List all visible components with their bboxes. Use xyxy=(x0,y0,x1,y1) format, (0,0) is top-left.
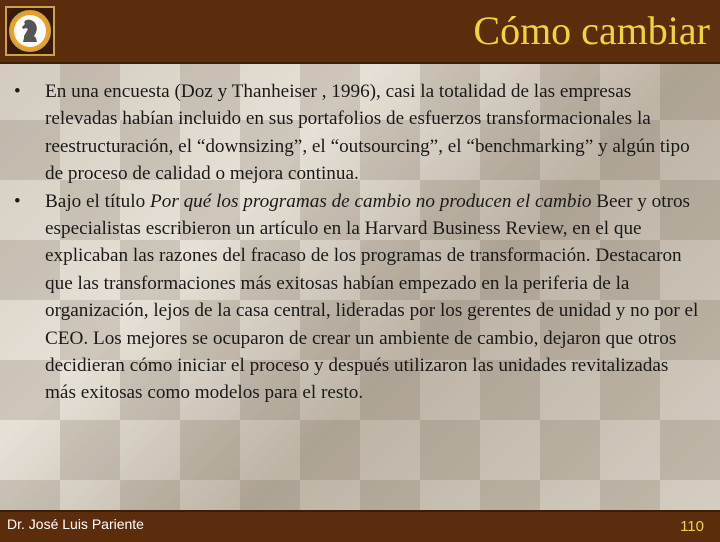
bullet-text: En una encuesta (Doz y Thanheiser , 1996), casi la totalidad de las empresas relevadas habían incluido en sus portafolios de esfuerzos transformacionales la reestructuración, el “downsizing”, el “outsourcing”, el “benchmarking” y algún tipo de proceso de calidad o mejora continua. xyxy=(45,81,690,185)
footer-author: Dr. José Luis Pariente xyxy=(7,516,144,532)
slide-title: Cómo cambiar xyxy=(473,8,710,53)
page-number: 110 xyxy=(680,518,704,535)
bullet-item xyxy=(14,78,704,188)
chess-knight-icon xyxy=(5,6,55,56)
article-title: Por qué los programas de cambio no producen el cambio xyxy=(150,190,592,212)
slide-footer xyxy=(0,510,720,542)
slide-header xyxy=(0,0,720,64)
bullet-item xyxy=(14,188,704,407)
bullet-icon: • xyxy=(14,81,21,102)
bullet-icon: • xyxy=(14,190,21,212)
bullet-text-prefix: Bajo el título xyxy=(45,190,150,212)
slide-content xyxy=(14,78,704,407)
bullet-text-suffix: Beer y otros especialistas escribieron un artículo en la Harvard Business Review, en el que explicaban las razones del fracaso de los programas de transformación. Destacaron que las transformaciones más exitosas habían empezado en la periferia de la organización, lejos de la casa central, lideradas por los gerentes de unidad y no por el CEO. Los mejores se ocuparon de crear un ambiente de cambio, dejaron que otros decidieran cómo iniciar el proceso y después utilizaron las unidades revitalizadas más exitosas como modelos para el resto. xyxy=(45,190,699,404)
